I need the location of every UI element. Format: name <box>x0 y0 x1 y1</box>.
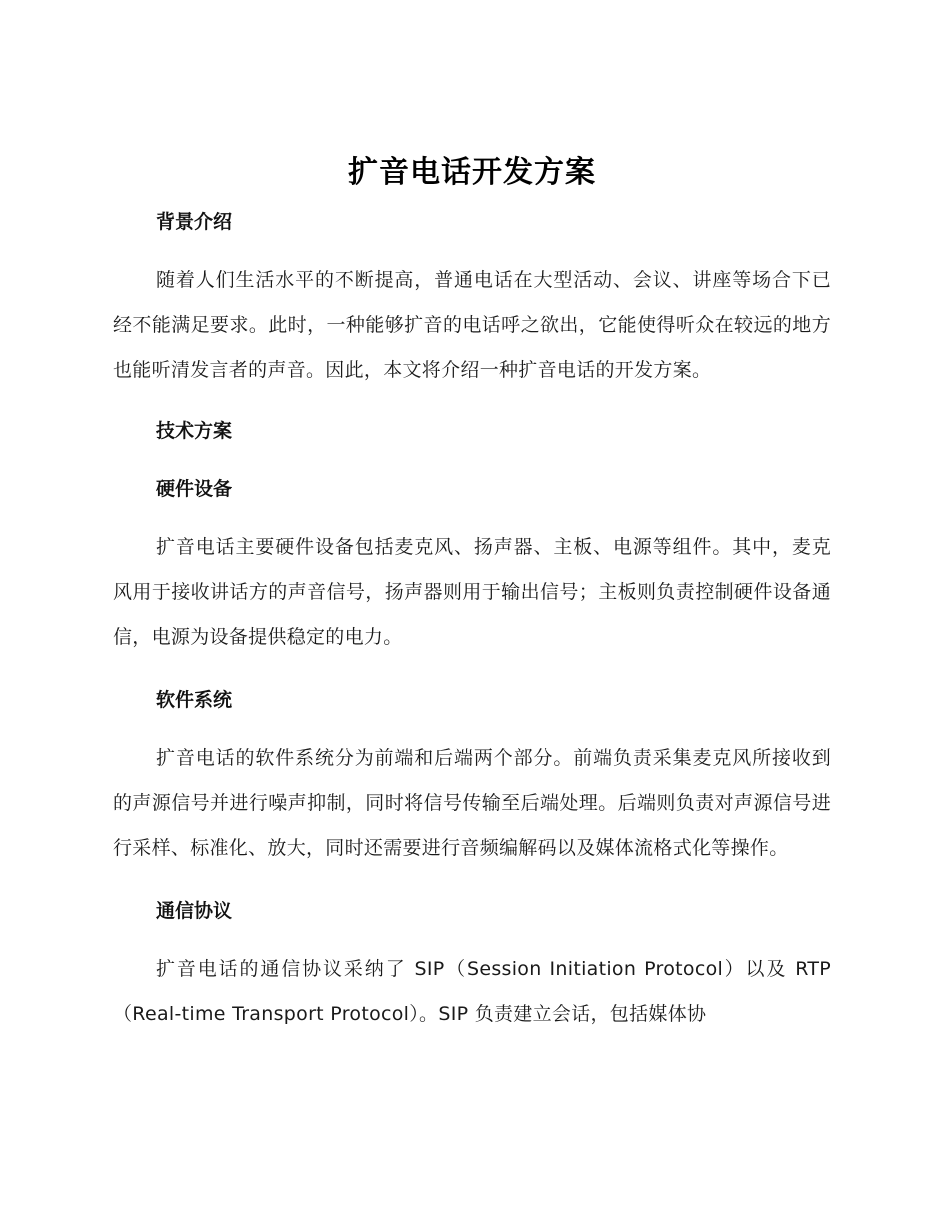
protocol-paragraph: 扩音电话的通信协议采纳了 SIP（Session Initiation Protocol）以及 RTP（Real-time Transport Protocol）。SIP 负责建立会话，包括媒体协 <box>113 958 831 1025</box>
software-heading: 软件系统 <box>156 689 233 711</box>
hardware-heading: 硬件设备 <box>156 478 233 500</box>
document-body <box>113 150 831 1037</box>
software-paragraph: 扩音电话的软件系统分为前端和后端两个部分。前端负责采集麦克风所接收到的声源信号并进行噪声抑制，同时将信号传输至后端处理。后端则负责对声源信号进行采样、标准化、放大，同时还需要进行音频编解码以及媒体流格式化等操作。 <box>113 747 831 859</box>
hardware-paragraph: 扩音电话主要硬件设备包括麦克风、扬声器、主板、电源等组件。其中，麦克风用于接收讲话方的声音信号，扬声器则用于输出信号；主板则负责控制硬件设备通信，电源为设备提供稳定的电力。 <box>113 536 831 648</box>
background-paragraph: 随着人们生活水平的不断提高，普通电话在大型活动、会议、讲座等场合下已经不能满足要求。此时，一种能够扩音的电话呼之欲出，它能使得听众在较远的地方也能听清发言者的声音。因此，本文将介绍一种扩音电话的开发方案。 <box>113 269 831 381</box>
tech-solution-heading: 技术方案 <box>156 420 233 442</box>
document-title: 扩音电话开发方案 <box>348 155 596 190</box>
background-heading: 背景介绍 <box>156 211 233 233</box>
protocol-heading: 通信协议 <box>156 900 233 922</box>
